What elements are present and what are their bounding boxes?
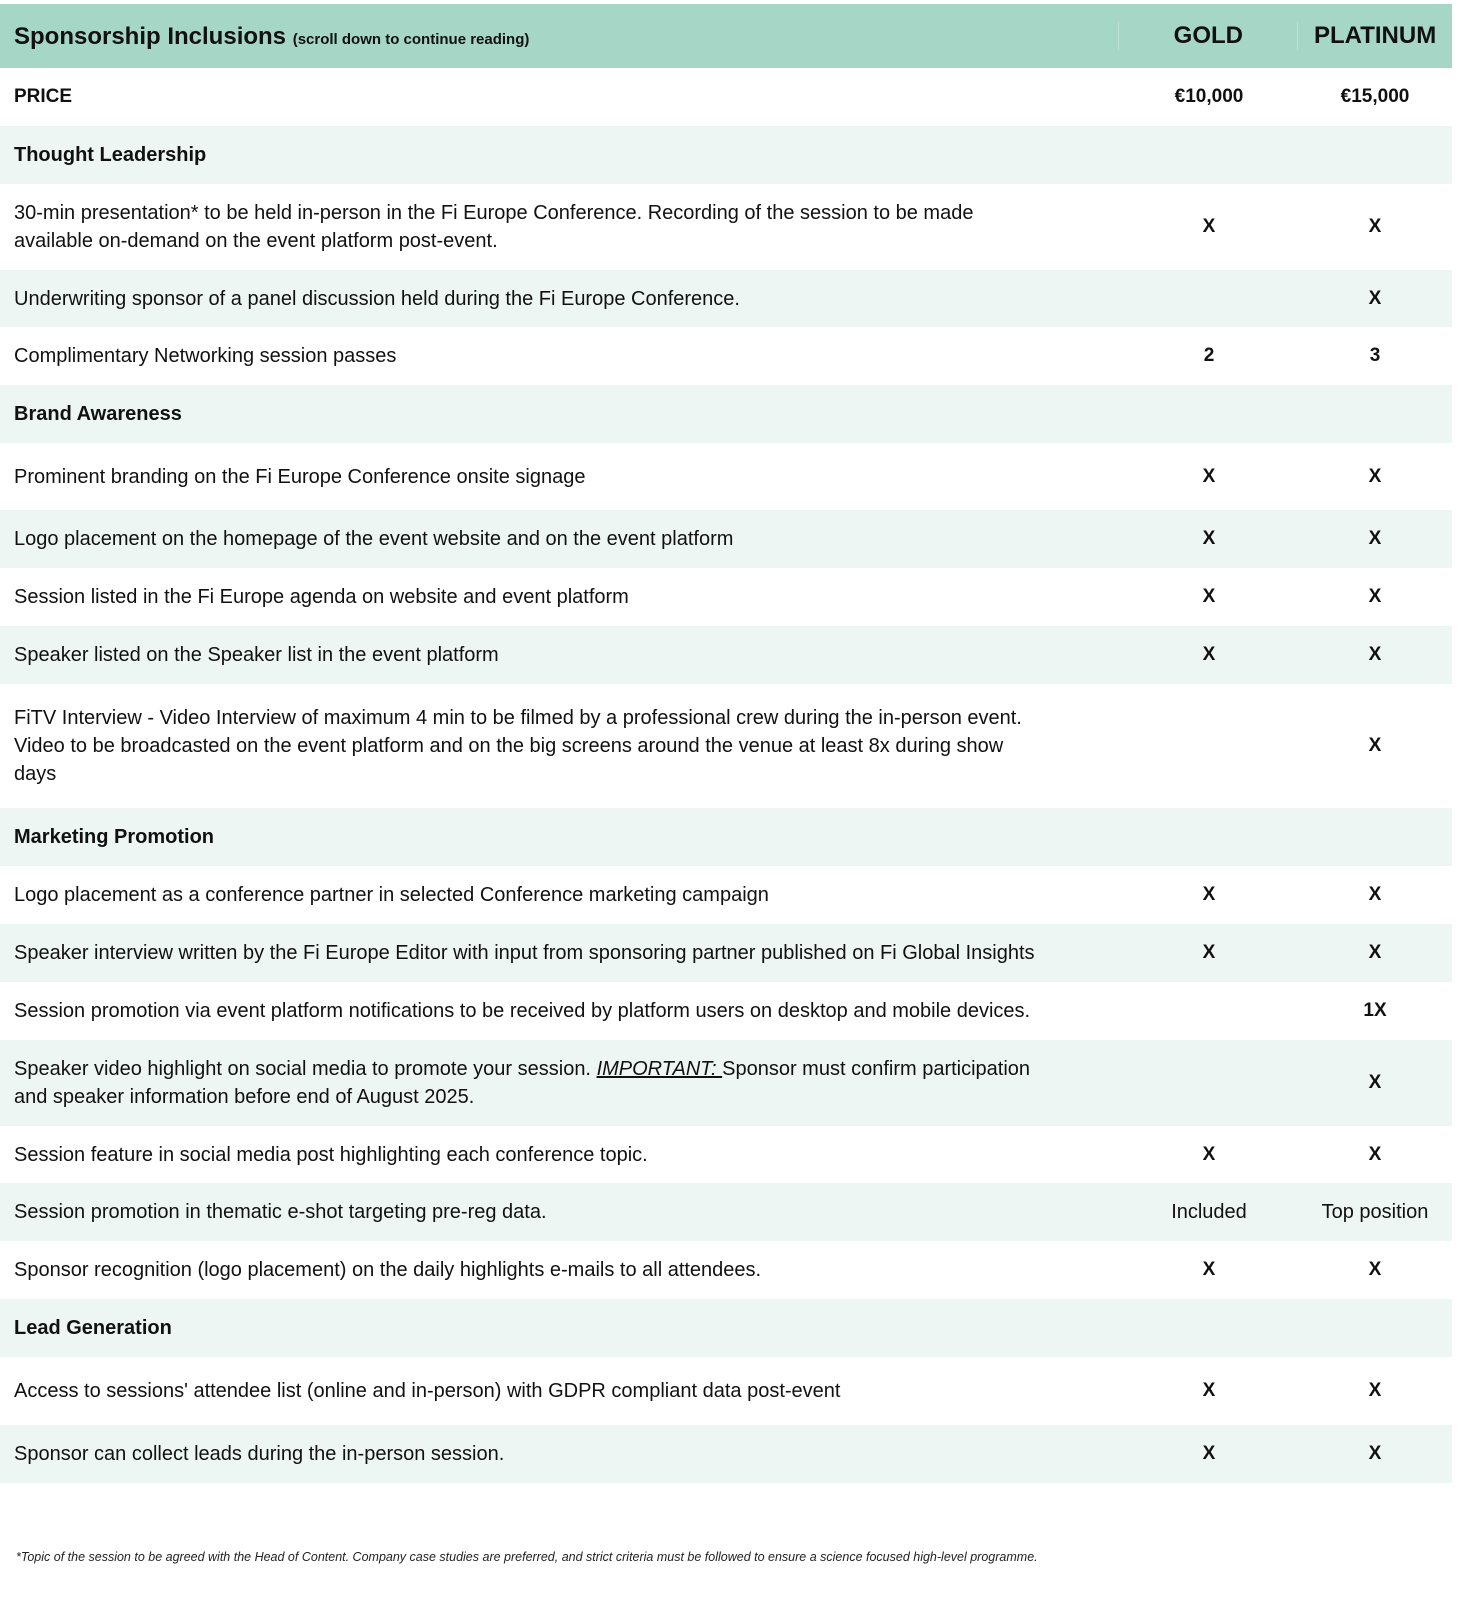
platinum-value: X	[1368, 1143, 1382, 1165]
row-description: Logo placement as a conference partner in selected Conference marketing campaign	[14, 884, 769, 906]
section-title: Marketing Promotion	[14, 826, 215, 848]
sponsorship-table	[0, 4, 1452, 1483]
gold-value: 2	[1203, 345, 1215, 366]
gold-value: X	[1202, 1443, 1216, 1464]
row-description: Prominent branding on the Fi Europe Conference onsite signage	[14, 465, 586, 488]
section-title: Thought Leadership	[14, 144, 207, 166]
platinum-value: X	[1368, 1443, 1382, 1464]
row-description: Session feature in social media post highlighting each conference topic.	[14, 1143, 648, 1166]
platinum-value: X	[1368, 465, 1382, 487]
row-description: Session promotion via event platform notifications to be received by platform users on desktop and mobile devices.	[14, 1000, 1031, 1022]
table-row	[0, 1040, 1452, 1126]
header-subtitle: (scroll down to continue reading)	[292, 30, 530, 48]
section-marketing-promotion	[0, 808, 1452, 866]
platinum-value: X	[1368, 586, 1382, 607]
row-description-line: FiTV Interview - Video Interview of maximum 4 min to be filmed by a professional crew during the in-person event.	[14, 707, 1022, 729]
row-description-line	[14, 1055, 1120, 1083]
gold-value: X	[1202, 1143, 1216, 1165]
row-description-line: and speaker information before end of August 2025.	[14, 1086, 475, 1108]
row-description: Speaker listed on the Speaker list in the event platform	[14, 644, 499, 666]
row-description: Sponsor recognition (logo placement) on the daily highlights e-mails to all attendees.	[14, 1259, 762, 1281]
row-description-text: Sponsor must confirm participation	[722, 1058, 1031, 1080]
row-description: Session promotion in thematic e-shot targeting pre-reg data.	[14, 1201, 547, 1223]
table-row	[0, 1357, 1452, 1425]
gold-value: X	[1202, 528, 1216, 549]
table-row	[0, 626, 1452, 684]
platinum-value: 3	[1369, 345, 1381, 366]
gold-value: X	[1202, 1259, 1216, 1280]
row-description	[0, 1055, 1120, 1111]
section-title: Lead Generation	[14, 1317, 172, 1339]
platinum-value: X	[1368, 942, 1382, 963]
row-description: Speaker interview written by the Fi Europe Editor with input from sponsoring partner published on Fi Global Insights	[14, 942, 1035, 964]
row-description	[0, 704, 1120, 788]
gold-value: X	[1202, 942, 1216, 963]
footnote: *Topic of the session to be agreed with the Head of Content. Company case studies are preferred, and strict criteria must be followed to ensure a science focused high-level programme.	[16, 1550, 1038, 1564]
platinum-value: X	[1368, 1380, 1382, 1401]
row-description: Logo placement on the homepage of the event website and on the event platform	[14, 528, 734, 550]
table-row	[0, 327, 1452, 385]
table-row	[0, 568, 1452, 626]
table-row	[0, 924, 1452, 982]
platinum-value: 1X	[1363, 1000, 1387, 1021]
row-description-line: 30-min presentation* to be held in-person in the Fi Europe Conference. Recording of the session to be made	[14, 202, 974, 224]
platinum-value: X	[1368, 216, 1382, 237]
price-label: PRICE	[14, 86, 73, 107]
platinum-value: X	[1368, 644, 1382, 665]
row-description: Access to sessions' attendee list (online and in-person) with GDPR compliant data post-event	[14, 1380, 841, 1402]
table-row	[0, 510, 1452, 568]
table-row	[0, 1241, 1452, 1299]
section-title: Brand Awareness	[14, 403, 182, 425]
section-brand-awareness	[0, 385, 1452, 443]
price-platinum: €15,000	[1340, 86, 1410, 107]
gold-value: X	[1202, 216, 1216, 237]
gold-value: Included	[1171, 1200, 1247, 1223]
important-label: IMPORTANT:	[596, 1058, 723, 1080]
platinum-value: X	[1368, 1259, 1382, 1280]
gold-value: X	[1202, 465, 1216, 487]
gold-value: X	[1202, 1380, 1216, 1401]
platinum-value: X	[1368, 528, 1382, 549]
header-platinum: PLATINUM	[1297, 22, 1452, 50]
header-gold: GOLD	[1118, 22, 1297, 50]
table-row	[0, 684, 1452, 808]
table-row	[0, 866, 1452, 924]
platinum-value: X	[1368, 287, 1382, 309]
header-title-cell	[0, 19, 1118, 54]
table-row	[0, 1425, 1452, 1483]
row-description	[0, 199, 1120, 255]
price-row	[0, 68, 1452, 126]
table-row	[0, 982, 1452, 1040]
row-description: Sponsor can collect leads during the in-person session.	[14, 1443, 505, 1465]
table-header	[0, 4, 1452, 68]
row-description: Complimentary Networking session passes	[14, 345, 397, 367]
table-row	[0, 1126, 1452, 1183]
row-description: Underwriting sponsor of a panel discussion held during the Fi Europe Conference.	[14, 287, 740, 310]
platinum-value: Top position	[1321, 1200, 1429, 1223]
gold-value: X	[1202, 586, 1216, 607]
platinum-value: X	[1368, 735, 1382, 756]
row-description-line: available on-demand on the event platform post-event.	[14, 230, 498, 252]
price-gold: €10,000	[1174, 86, 1244, 107]
table-row	[0, 1183, 1452, 1241]
header-title: Sponsorship Inclusions	[14, 22, 287, 50]
platinum-value: X	[1368, 884, 1382, 905]
row-description-text: Speaker video highlight on social media to promote your session.	[14, 1058, 597, 1080]
gold-value: X	[1202, 644, 1216, 665]
table-row	[0, 443, 1452, 510]
gold-value: X	[1202, 884, 1216, 905]
row-description-line: Video to be broadcasted on the event platform and on the big screens around the venue at least 8x during show	[14, 735, 1004, 757]
section-lead-generation	[0, 1299, 1452, 1357]
row-description-line: days	[14, 763, 57, 785]
table-row	[0, 184, 1452, 270]
platinum-value: X	[1368, 1072, 1382, 1093]
section-thought-leadership	[0, 126, 1452, 184]
table-row	[0, 270, 1452, 327]
row-description: Session listed in the Fi Europe agenda on website and event platform	[14, 586, 629, 608]
